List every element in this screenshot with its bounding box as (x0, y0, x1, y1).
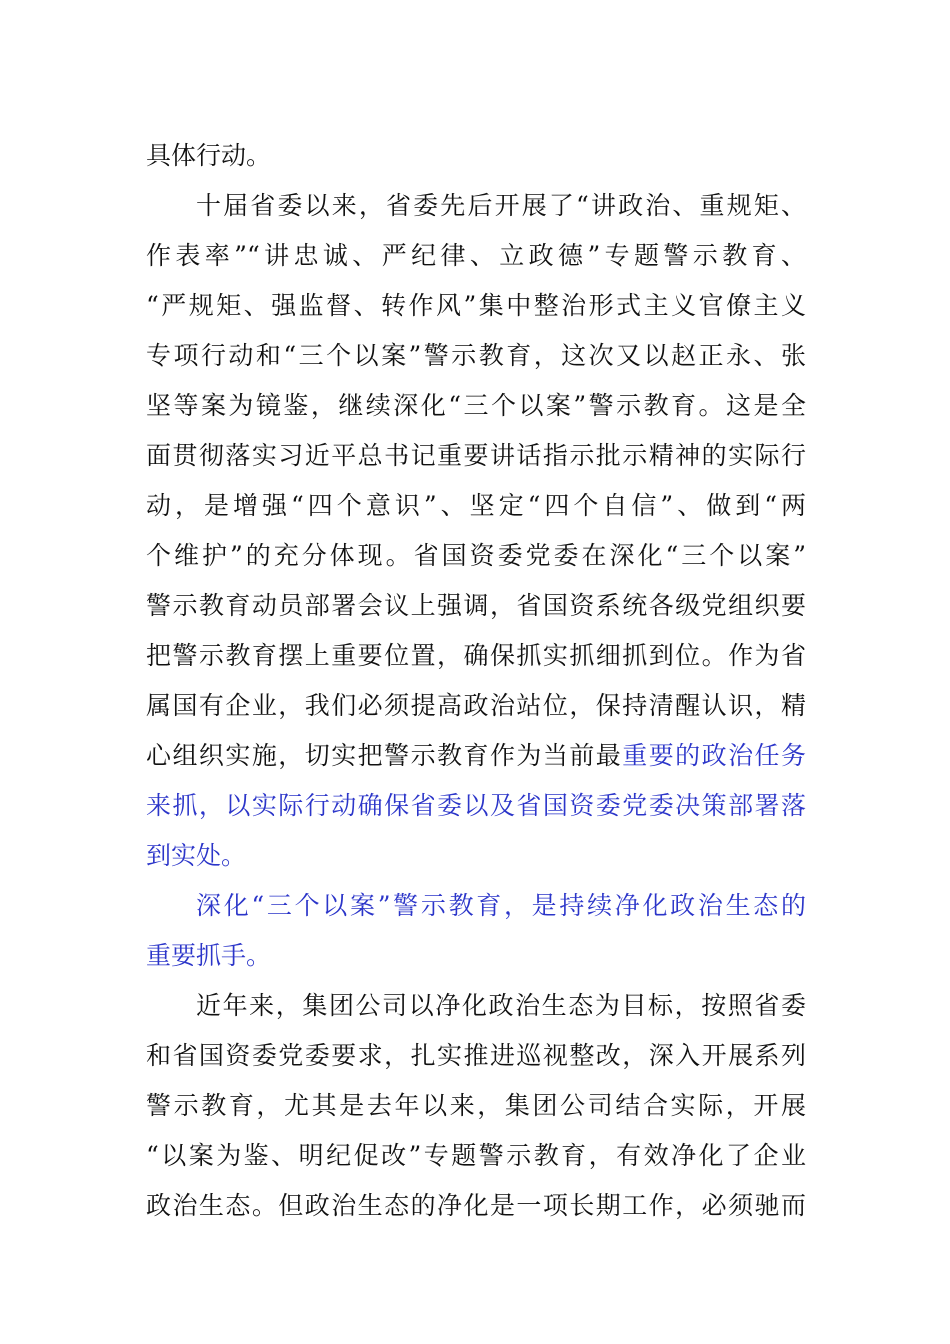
text-segment: 和省国资委党委要求，扎实推进巡视整改，深入开展系列 (146, 1041, 806, 1070)
text-segment: 把警示教育摆上重要位置，确保抓实抓细抓到位。作为省 (146, 641, 806, 670)
text-line (146, 1136, 806, 1176)
text-line (146, 436, 806, 476)
text-segment: 十届省委以来，省委先后开展了“讲政治、重规矩、 (196, 191, 806, 220)
section-heading-line (196, 886, 806, 926)
text-line (146, 836, 806, 876)
text-segment: 政治生态。但政治生态的净化是一项长期工作，必须驰而 (146, 1191, 806, 1220)
text-line (146, 1086, 806, 1126)
text-segment: 专项行动和“三个以案”警示教育，这次又以赵正永、张 (146, 341, 806, 370)
text-segment: “严规矩、强监督、转作风”集中整治形式主义官僚主义 (146, 291, 806, 320)
text-segment: 个维护”的充分体现。省国资委党委在深化“三个以案” (146, 541, 806, 570)
section-heading-line (146, 936, 806, 976)
highlighted-text-segment: 深化“三个以案”警示教育，是持续净化政治生态的 (196, 891, 806, 920)
text-line (146, 686, 806, 726)
text-line (146, 636, 806, 676)
text-line (146, 586, 806, 626)
text-segment: 警示教育，尤其是去年以来，集团公司结合实际，开展 (146, 1091, 806, 1120)
text-line (146, 1036, 806, 1076)
highlighted-text-segment: 来抓，以实际行动确保省委以及省国资委党委决策部署落 (146, 791, 806, 820)
text-segment: 面贯彻落实习近平总书记重要讲话指示批示精神的实际行 (146, 441, 806, 470)
text-segment: 心组织实施，切实把警示教育作为当前最 (146, 741, 623, 770)
text-segment: 动，是增强“四个意识”、坚定“四个自信”、做到“两 (146, 491, 806, 520)
text-segment: 近年来，集团公司以净化政治生态为目标，按照省委 (196, 991, 806, 1020)
text-line (146, 286, 806, 326)
text-line (146, 1186, 806, 1226)
highlighted-text-segment: 到实处。 (146, 841, 247, 870)
text-segment: 属国有企业，我们必须提高政治站位，保持清醒认识，精 (146, 691, 806, 720)
text-line (146, 136, 806, 176)
text-line (146, 536, 806, 576)
text-segment: 具体行动。 (146, 141, 272, 170)
highlighted-text-segment: 重要的政治任务 (622, 741, 806, 770)
text-line (146, 736, 806, 776)
text-line (146, 336, 806, 376)
text-line (146, 236, 806, 276)
text-line (146, 386, 806, 426)
text-line (146, 486, 806, 526)
text-segment: 作表率”“讲忠诚、严纪律、立政德”专题警示教育、 (146, 241, 806, 270)
text-line (146, 786, 806, 826)
text-line (196, 186, 806, 226)
text-line (196, 986, 806, 1026)
text-segment: 警示教育动员部署会议上强调，省国资系统各级党组织要 (146, 591, 806, 620)
text-segment: 坚等案为镜鉴，继续深化“三个以案”警示教育。这是全 (146, 391, 806, 420)
highlighted-text-segment: 重要抓手。 (146, 941, 272, 970)
text-segment: “以案为鉴、明纪促改”专题警示教育，有效净化了企业 (146, 1141, 806, 1170)
